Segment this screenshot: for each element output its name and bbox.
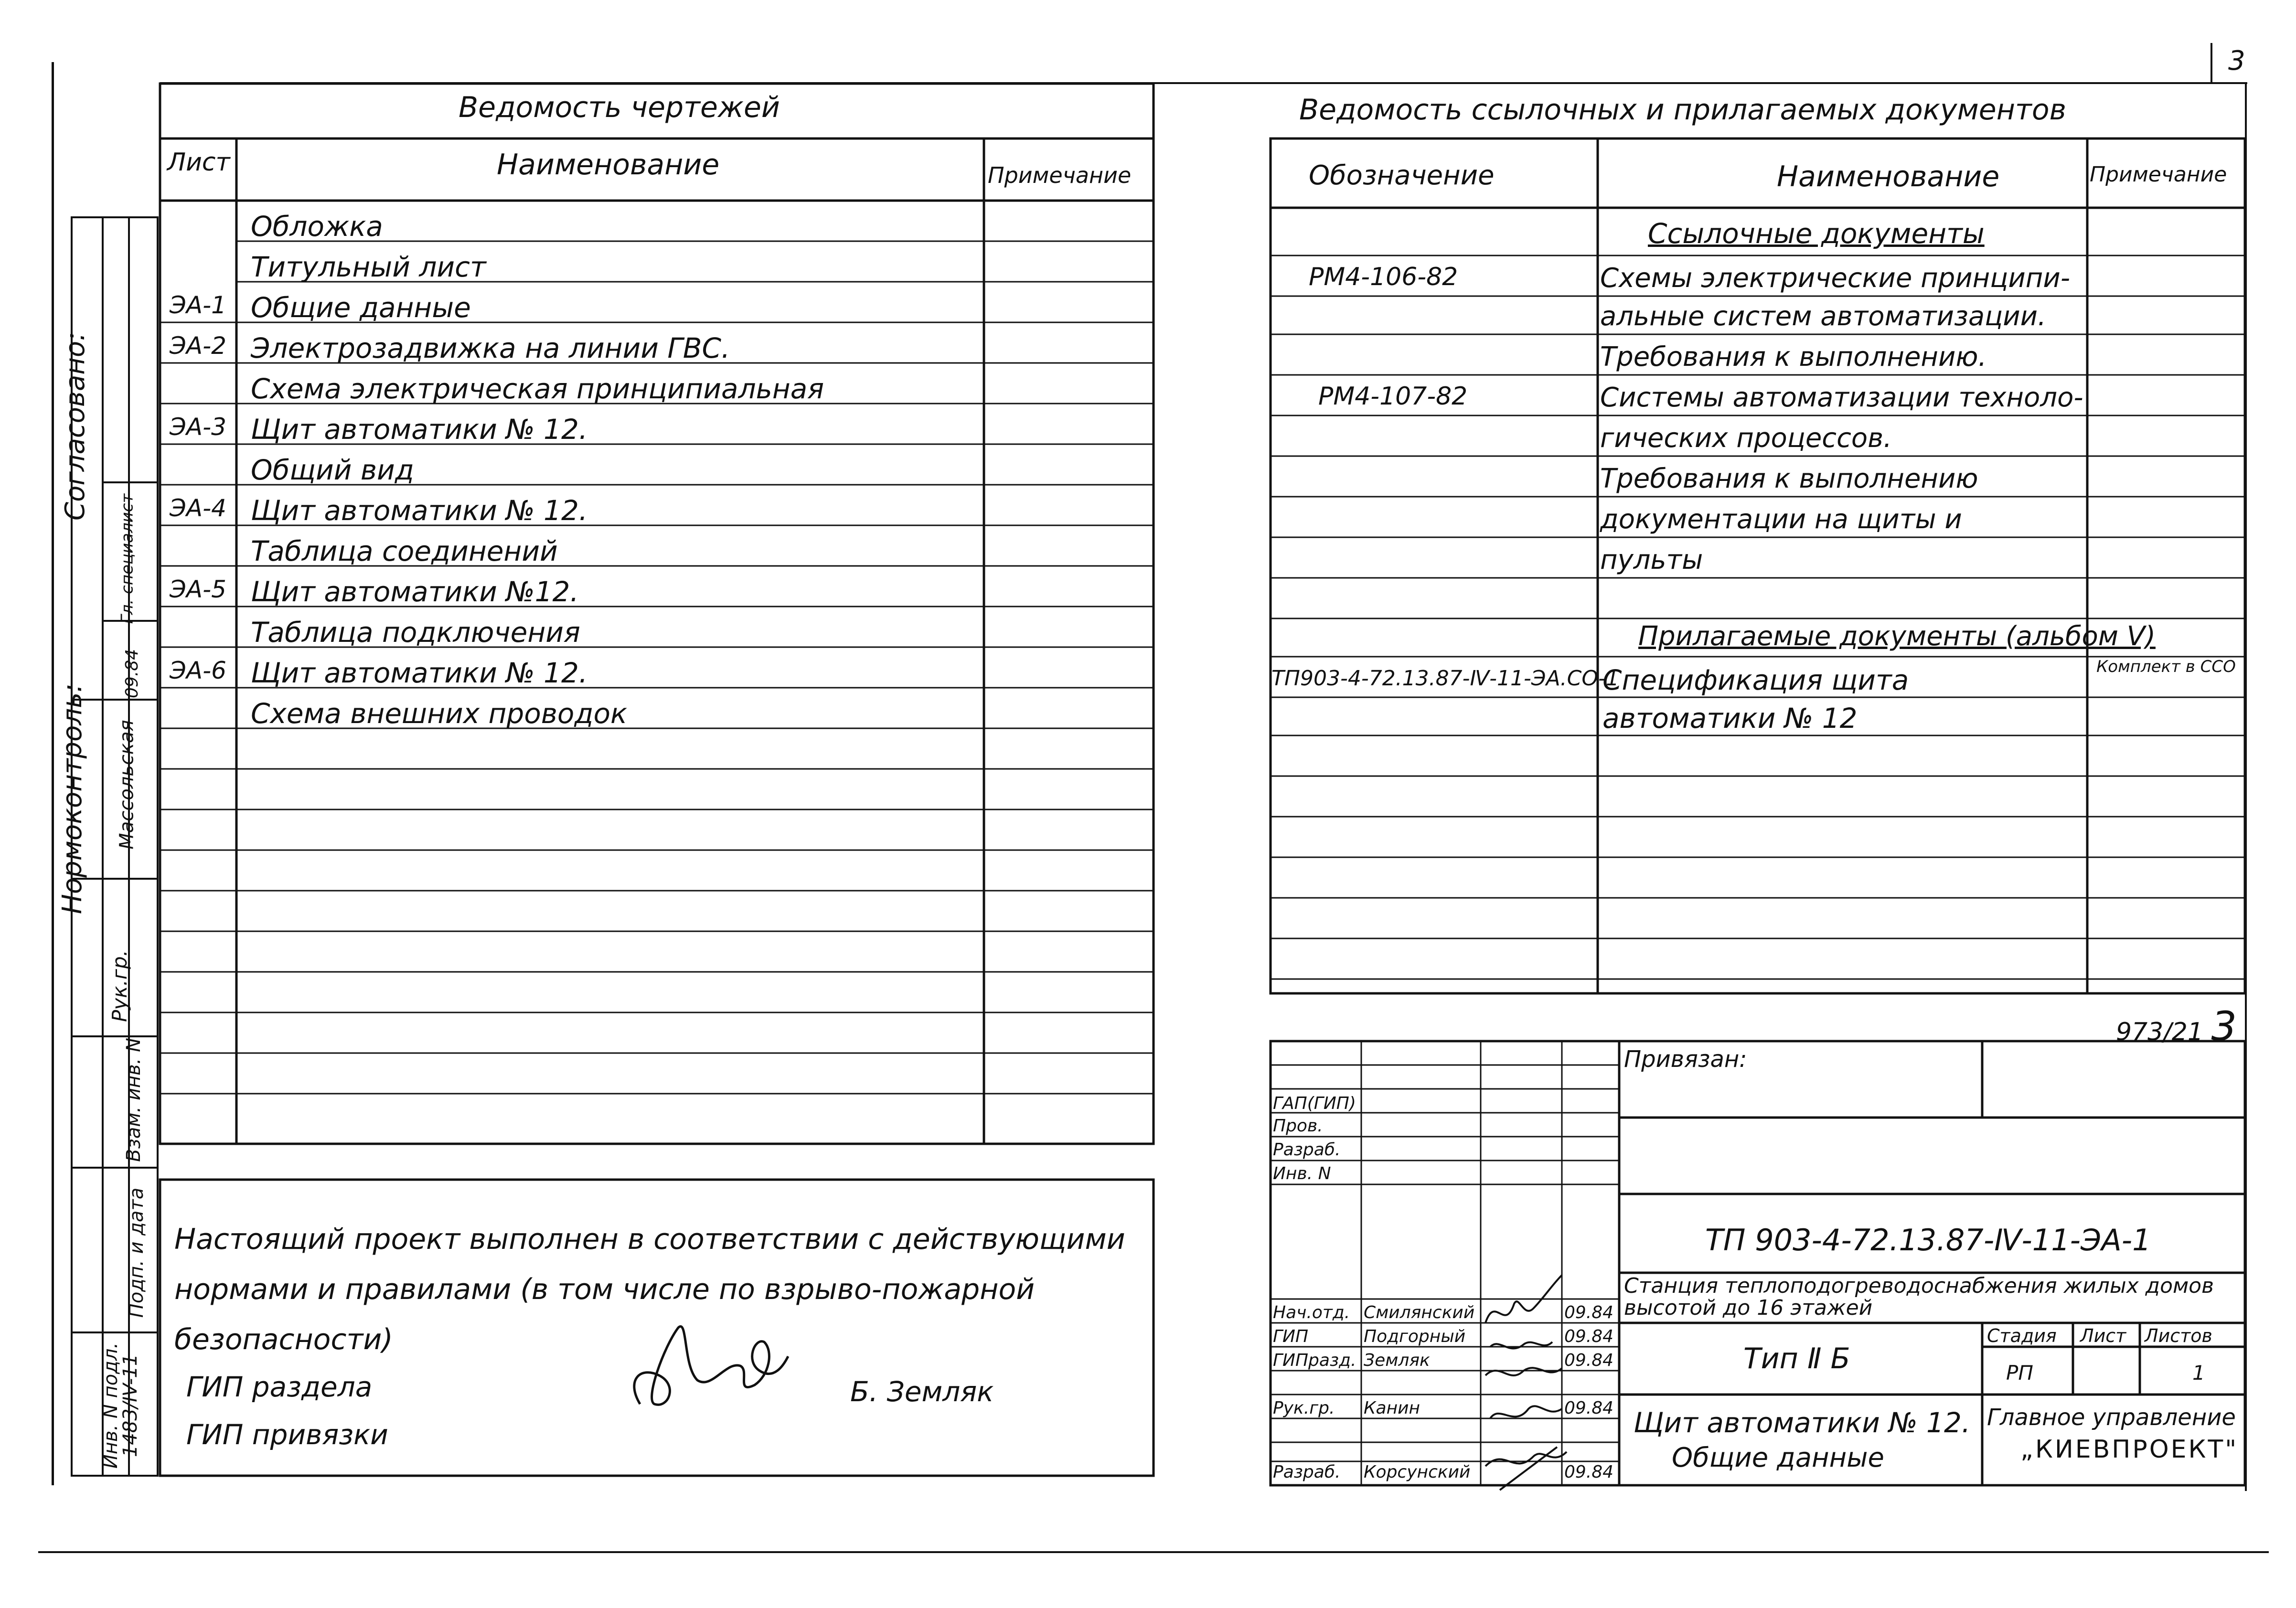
note-gip-binding: ГИП привязки: [186, 1418, 388, 1451]
margin-inv-value: 1483/IV-11: [119, 1353, 142, 1458]
margin-chief-spec: Гл. специалист: [117, 493, 137, 624]
drawings-row-9-name: Щит автоматики №12.: [251, 575, 579, 608]
drawings-row-11-sheet: ЭА-6: [170, 657, 226, 684]
drawings-header-sheet: Лист: [167, 148, 230, 177]
margin-agreed: Согласовано:: [60, 331, 91, 521]
tb-staff-1-role: ГИП: [1273, 1327, 1309, 1346]
references-row-8-name: пульты: [1600, 544, 1703, 575]
margin-norm-name: Массольская: [116, 720, 138, 850]
tb-drawing-title-2: Общие данные: [1672, 1442, 1884, 1473]
references-row-2-name: альные систем автоматизации.: [1600, 301, 2046, 332]
references-row-1-designation: РМ4-106-82: [1309, 263, 1458, 291]
references-row-11-designation: ТП903-4-72.13.87-Ⅳ-11-ЭА.СО-1: [1271, 666, 1619, 691]
drawings-row-6-name: Общий вид: [251, 454, 414, 486]
tb-type: Тип Ⅱ Б: [1743, 1342, 1850, 1375]
margin-inv-no: Инв. N подл.: [100, 1342, 122, 1469]
tb-org-1: Главное управление: [1987, 1404, 2236, 1431]
tb-stage-hdr: Стадия: [1987, 1325, 2057, 1346]
references-row-11-note: Комплект в ССО: [2096, 657, 2236, 676]
tb-role-top-3: Инв. N: [1273, 1164, 1331, 1183]
drawings-row-2-name: Общие данные: [251, 291, 471, 324]
drawings-list-title: Ведомость чертежей: [459, 91, 780, 124]
tb-staff-1-name: Подгорный: [1364, 1327, 1466, 1346]
ref-number-value: 973/21: [2116, 1018, 2203, 1046]
note-signer: Б. Земляк: [850, 1375, 994, 1408]
drawings-row-3-sheet: ЭА-2: [170, 332, 226, 360]
references-row-1-name: Схемы электрические принципи-: [1600, 263, 2071, 294]
references-row-4-designation: РМ4-107-82: [1318, 382, 1468, 411]
page-number: 3: [2228, 45, 2245, 76]
tb-bound-label: Привязан:: [1624, 1046, 1747, 1073]
tb-project: Станция теплоподогреводоснабжения жилых домов высотой до 16 этажей: [1624, 1274, 2214, 1320]
references-row-3-name: Требования к выполнению.: [1600, 341, 1987, 373]
references-row-10-name: Прилагаемые документы (альбом Ⅴ): [1638, 621, 2156, 652]
tb-sheets-hdr: Листов: [2145, 1325, 2212, 1346]
tb-staff-2-role: ГИПразд.: [1273, 1351, 1356, 1370]
tb-role-top-2: Разраб.: [1273, 1140, 1341, 1160]
tb-staff-0-role: Нач.отд.: [1273, 1303, 1350, 1322]
drawings-row-4-name: Схема электрическая принципиальная: [251, 373, 824, 405]
references-list-title: Ведомость ссылочных и прилагаемых документов: [1299, 93, 2066, 127]
drawings-row-3-name: Электрозадвижка на линии ГВС.: [251, 332, 730, 364]
tb-role-top-1: Пров.: [1273, 1116, 1323, 1136]
tb-doc-code: ТП 903-4-72.13.87-Ⅳ-11-ЭА-1: [1705, 1223, 2151, 1257]
tb-staff-4-name: Корсунский: [1364, 1462, 1471, 1482]
tb-staff-0-date: 09.84: [1564, 1303, 1614, 1322]
note-line-1: Настоящий проект выполнен в соответствии с действующими: [174, 1223, 1125, 1256]
drawings-row-12-name: Схема внешних проводок: [251, 697, 627, 730]
drawings-row-5-sheet: ЭА-3: [170, 413, 226, 441]
tb-sheet-hdr: Лист: [2080, 1325, 2126, 1346]
margin-norm-control: Нормоконтроль:: [57, 683, 88, 915]
references-row-0-name: Ссылочные документы: [1648, 217, 1985, 250]
references-row-5-name: гических процессов.: [1600, 423, 1892, 454]
drawings-header-name: Наименование: [497, 148, 720, 181]
tb-staff-2-date: 09.84: [1564, 1351, 1614, 1370]
ref-number-suffix: 3: [2211, 1003, 2237, 1050]
margin-inv-orig: Взам. инв. N: [122, 1038, 145, 1162]
drawings-row-10-name: Таблица подключения: [251, 616, 580, 649]
tb-role-top-0: ГАП(ГИП): [1273, 1094, 1356, 1113]
drawings-row-9-sheet: ЭА-5: [170, 575, 226, 603]
drawings-row-0-name: Обложка: [251, 210, 383, 243]
note-gip-section: ГИП раздела: [186, 1371, 373, 1403]
references-header-name: Наименование: [1777, 160, 2000, 193]
tb-staff-0-name: Смилянский: [1364, 1303, 1475, 1322]
note-line-3: безопасности): [174, 1323, 393, 1356]
tb-stage: РП: [2006, 1361, 2033, 1384]
tb-org-2: „КИЕВПРОЕКТ": [2020, 1435, 2239, 1464]
references-header-designation: Обозначение: [1309, 160, 1495, 191]
drawings-row-5-name: Щит автоматики № 12.: [251, 413, 588, 446]
tb-staff-4-role: Разраб.: [1273, 1462, 1341, 1482]
signature-staff: [1481, 1266, 1576, 1504]
drawings-row-11-name: Щит автоматики № 12.: [251, 657, 588, 689]
drawings-row-2-sheet: ЭА-1: [170, 291, 226, 319]
references-row-11-name: Спецификация щита: [1602, 664, 1909, 696]
tb-sheet: 1: [2192, 1361, 2205, 1384]
tb-staff-3-name: Канин: [1364, 1398, 1420, 1418]
references-row-12-name: автоматики № 12: [1602, 702, 1858, 735]
references-header-note: Примечание: [2090, 162, 2227, 187]
margin-sign-date: Подп. и дата: [126, 1187, 148, 1318]
tb-staff-3-role: Рук.гр.: [1273, 1398, 1335, 1418]
drawings-header-note: Примечание: [988, 162, 1132, 188]
note-line-2: нормами и правилами (в том числе по взрыво-пожарной: [174, 1273, 1035, 1306]
references-row-6-name: Требования к выполнению: [1600, 463, 1978, 494]
margin-norm-date: 09.84: [122, 649, 142, 699]
tb-drawing-title-1: Щит автоматики № 12.: [1634, 1406, 1971, 1439]
references-row-7-name: документации на щиты и: [1600, 504, 1962, 535]
tb-staff-3-date: 09.84: [1564, 1398, 1614, 1418]
tb-staff-4-date: 09.84: [1564, 1462, 1614, 1482]
drawings-row-8-name: Таблица соединений: [251, 535, 558, 567]
margin-head-group: Рук.гр.: [107, 950, 131, 1022]
tb-staff-2-name: Земляк: [1364, 1351, 1430, 1370]
tb-staff-1-date: 09.84: [1564, 1327, 1614, 1346]
drawings-row-1-name: Титульный лист: [251, 251, 486, 283]
drawings-row-7-sheet: ЭА-4: [170, 494, 226, 522]
references-row-4-name: Системы автоматизации техноло-: [1600, 382, 2083, 413]
drawings-row-7-name: Щит автоматики № 12.: [251, 494, 588, 527]
